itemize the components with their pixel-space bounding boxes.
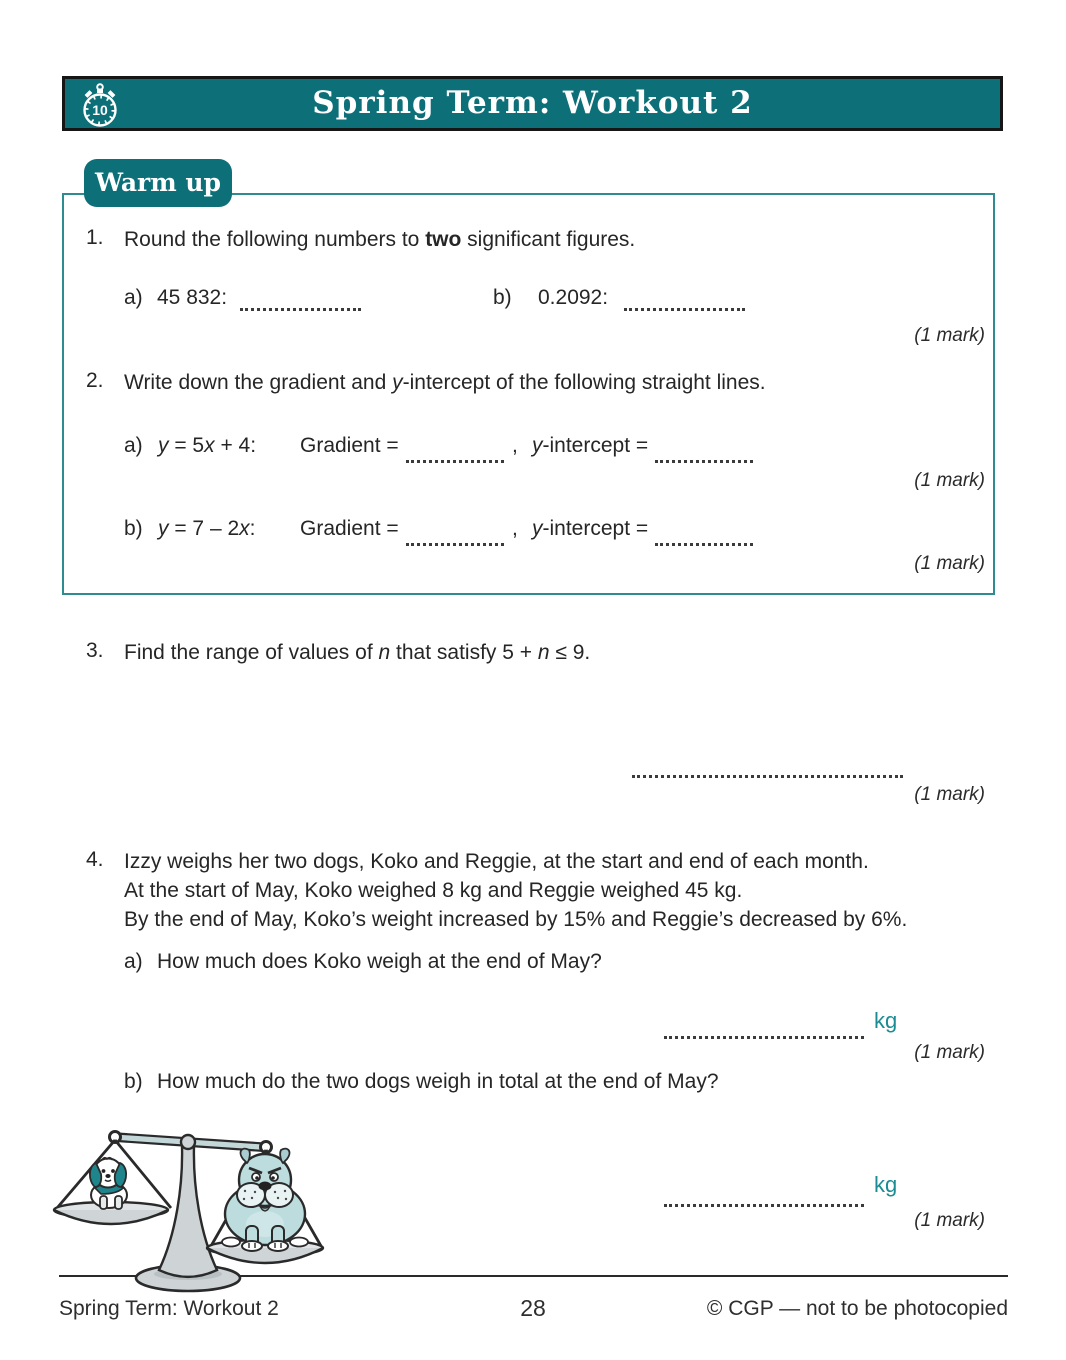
text-run: -intercept of the following straight lines. xyxy=(402,371,766,394)
q2a-label: a) xyxy=(124,434,143,457)
q4-line-1: Izzy weighs her two dogs, Koko and Reggie, at the start and end of each month. xyxy=(124,850,869,873)
q4a-text: How much does Koko weigh at the end of May? xyxy=(157,950,602,973)
q3-text xyxy=(124,639,590,666)
balance-scale-illustration xyxy=(45,1106,355,1294)
q2a-equation xyxy=(158,432,256,459)
answer-blank-q2b-yintercept[interactable] xyxy=(655,527,753,546)
q2a-separator: , xyxy=(512,434,518,457)
q4b-text: How much do the two dogs weigh in total at the end of May? xyxy=(157,1070,719,1093)
text-run: = 7 – 2 xyxy=(168,517,240,540)
math-var: y xyxy=(158,517,169,540)
answer-blank-q4b[interactable] xyxy=(664,1188,864,1207)
q1-number: 1. xyxy=(86,226,104,249)
q4-line-2: At the start of May, Koko weighed 8 kg and Reggie weighed 45 kg. xyxy=(124,879,743,902)
q2-number: 2. xyxy=(86,369,104,392)
q1b-label: b) xyxy=(493,286,512,309)
q2a-yintercept-label xyxy=(532,432,648,459)
page-number: 28 xyxy=(520,1295,546,1321)
puppy-koko xyxy=(90,1158,127,1209)
text-run: : xyxy=(249,517,256,540)
footer-section-title: Spring Term: Workout 2 xyxy=(59,1297,279,1320)
q3-mark: (1 mark) xyxy=(914,784,985,805)
answer-blank-q4a[interactable] xyxy=(664,1020,864,1039)
q2b-separator: , xyxy=(512,517,518,540)
math-var: x xyxy=(204,434,215,457)
math-var: y xyxy=(392,371,403,394)
q1a-label: a) xyxy=(124,286,143,309)
text-run: ≤ 9. xyxy=(549,641,591,664)
text-run: that satisfy 5 + xyxy=(390,641,538,664)
answer-blank-q1a[interactable] xyxy=(240,292,361,311)
footer-copyright: © CGP — not to be photocopied xyxy=(706,1297,1008,1320)
q2b-label: b) xyxy=(124,517,143,540)
answer-blank-q2a-gradient[interactable] xyxy=(406,444,504,463)
math-var: n xyxy=(378,641,391,664)
q2a-gradient-label: Gradient = xyxy=(300,434,399,457)
q4b-unit: kg xyxy=(874,1172,898,1197)
q4b-label: b) xyxy=(124,1070,143,1093)
q1-mark: (1 mark) xyxy=(914,325,985,346)
text-run: = 5 xyxy=(168,434,205,457)
answer-blank-q2b-gradient[interactable] xyxy=(406,527,504,546)
q2-text xyxy=(124,369,766,396)
q1-text xyxy=(124,226,635,253)
timer-value: 10 xyxy=(92,102,108,118)
text-run: significant figures. xyxy=(461,228,636,251)
text-run-bold: two xyxy=(425,228,462,251)
text-run: + 4: xyxy=(214,434,257,457)
text-run: Round the following numbers to xyxy=(124,228,426,251)
math-var: x xyxy=(239,517,250,540)
q1b-value: 0.2092: xyxy=(538,286,609,309)
answer-blank-q3[interactable] xyxy=(632,759,903,778)
math-var: n xyxy=(537,641,550,664)
warmup-badge: Warm up xyxy=(84,159,232,207)
bulldog-reggie xyxy=(222,1149,308,1251)
q2b-yintercept-label xyxy=(532,515,648,542)
math-var: y xyxy=(532,434,543,457)
text-run: Write down the gradient and xyxy=(124,371,393,394)
page-title: Spring Term: Workout 2 xyxy=(312,85,753,121)
q4a-unit: kg xyxy=(874,1008,898,1033)
q4b-mark: (1 mark) xyxy=(914,1210,985,1231)
math-var: y xyxy=(532,517,543,540)
q4-line-3: By the end of May, Koko’s weight increased by 15% and Reggie’s decreased by 6%. xyxy=(124,908,908,931)
answer-blank-q2a-yintercept[interactable] xyxy=(655,444,753,463)
page-header xyxy=(62,76,1003,131)
text-run: Find the range of values of xyxy=(124,641,379,664)
text-run: -intercept = xyxy=(542,517,649,540)
q2b-mark: (1 mark) xyxy=(914,553,985,574)
q2a-mark: (1 mark) xyxy=(914,470,985,491)
q4a-mark: (1 mark) xyxy=(914,1042,985,1063)
q4a-label: a) xyxy=(124,950,143,973)
q1a-value: 45 832: xyxy=(157,286,228,309)
math-var: y xyxy=(158,434,169,457)
q2b-equation xyxy=(158,515,255,542)
answer-blank-q1b[interactable] xyxy=(624,292,745,311)
text-run: -intercept = xyxy=(542,434,649,457)
q3-number: 3. xyxy=(86,639,104,662)
q4-number: 4. xyxy=(86,848,104,871)
q2b-gradient-label: Gradient = xyxy=(300,517,399,540)
